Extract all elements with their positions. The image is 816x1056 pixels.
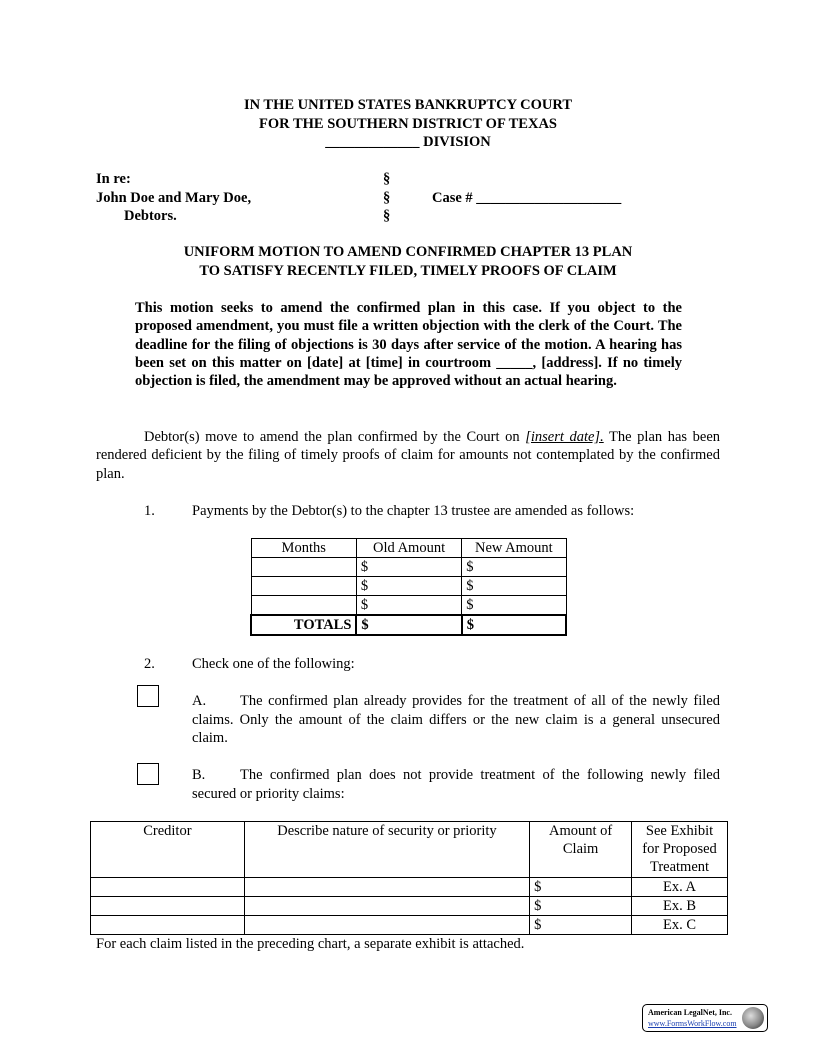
amount-cell[interactable]: $ [530,897,632,916]
table-row [251,596,566,616]
motion-title [0,243,816,280]
months-cell[interactable] [251,577,356,596]
exhibit-cell: Ex. A [632,878,728,897]
new-amount-cell[interactable]: $ [462,596,566,616]
exhibit-cell: Ex. C [632,916,728,935]
nature-cell[interactable] [244,916,529,935]
table-row [251,577,566,596]
debtors-label: Debtors. [124,208,177,224]
nature-cell[interactable] [244,878,529,897]
section-symbols [383,170,390,226]
claims-table [90,821,728,935]
intro-paragraph [96,428,720,483]
option-a-letter: A. [192,693,207,709]
logo-url[interactable]: www.FormsWorkFlow.com [648,1019,737,1028]
header-amount: Amount of Claim [530,822,632,878]
claims-table-header [91,822,728,878]
globe-icon [742,1007,764,1029]
amount-cell[interactable]: $ [530,916,632,935]
table-row [91,897,728,916]
option-a [192,692,720,748]
new-amount-cell[interactable]: $ [462,577,566,596]
table-row [251,558,566,577]
totals-new-amount[interactable]: $ [462,615,566,635]
months-cell[interactable] [251,558,356,577]
intro-text-before: Debtor(s) move to amend the plan confirmed by the Court on [144,429,526,445]
section-symbol: § [383,189,391,206]
intro-text-after: The plan has been rendered deficient by the filing of timely proofs of claim for amounts not contemplated by the confirmed plan. [96,429,721,482]
option-a-text: The confirmed plan already provides for the treatment of all of the newly filed claims. Only the amount of the claim differs or the new claim is a general unsecured claim. [192,693,720,746]
totals-label: TOTALS [251,615,356,635]
totals-row [251,615,566,635]
header-months: Months [251,539,356,558]
table-row [91,916,728,935]
item1-number: 1. [144,503,155,519]
parties-name: John Doe and Mary Doe, [96,189,252,206]
totals-old-amount[interactable]: $ [356,615,461,635]
amount-cell[interactable]: $ [530,878,632,897]
date-placeholder: [insert date]. [525,429,604,445]
motion-title-line1: UNIFORM MOTION TO AMEND CONFIRMED CHAPTER 13 PLAN [183,244,633,260]
old-amount-cell[interactable]: $ [356,577,461,596]
header-nature: Describe nature of security or priority [244,822,529,878]
option-b-text: The confirmed plan does not provide treatment of the following newly filed secured or priority claims: [192,767,720,802]
case-number-field: Case # ____________________ [432,189,622,206]
option-b-letter: B. [192,767,206,783]
header-new-amount: New Amount [462,539,566,558]
court-division: _____________ DIVISION [325,134,491,150]
old-amount-cell[interactable]: $ [356,558,461,577]
court-name: IN THE UNITED STATES BANKRUPTCY COURT [243,97,573,113]
option-a-checkbox[interactable] [137,685,159,707]
logo-company-name: American LegalNet, Inc. [648,1008,732,1017]
creditor-cell[interactable] [91,897,245,916]
option-b [192,766,720,803]
exhibit-cell: Ex. B [632,897,728,916]
case-caption-left [96,170,251,226]
payments-table-header [251,539,566,558]
company-logo [642,1004,768,1032]
old-amount-cell[interactable]: $ [356,596,461,616]
court-heading [0,96,816,152]
notice-paragraph: This motion seeks to amend the confirmed plan in this case. If you object to the proposed amendment, you must file a written objection with the clerk of the Court. The deadline for the filing of objections is 30 days after service of the motion. A hearing has been set on this matter on [date] at [time] in courtroom _____, [address]. If no timely objection is filed, the amendment may be approved without an actual hearing. [135,300,682,390]
in-re-label: In re: [96,171,131,187]
item2-text: Check one of the following: [192,656,355,672]
section-symbol: § [383,208,391,224]
header-old-amount: Old Amount [356,539,461,558]
option-b-checkbox[interactable] [137,763,159,785]
exhibit-note: For each claim listed in the preceding chart, a separate exhibit is attached. [96,936,525,952]
table-row [91,878,728,897]
header-exhibit: See Exhibit for Proposed Treatment [632,822,728,878]
creditor-cell[interactable] [91,916,245,935]
motion-title-line2: TO SATISFY RECENTLY FILED, TIMELY PROOFS OF CLAIM [199,262,617,279]
item2-number: 2. [144,656,155,672]
section-symbol: § [383,171,391,187]
payments-table [250,538,567,636]
item1-text: Payments by the Debtor(s) to the chapter 13 trustee are amended as follows: [192,503,635,519]
creditor-cell[interactable] [91,878,245,897]
nature-cell[interactable] [244,897,529,916]
new-amount-cell[interactable]: $ [462,558,566,577]
court-district: FOR THE SOUTHERN DISTRICT OF TEXAS [258,115,557,132]
header-creditor: Creditor [91,822,245,878]
months-cell[interactable] [251,596,356,616]
